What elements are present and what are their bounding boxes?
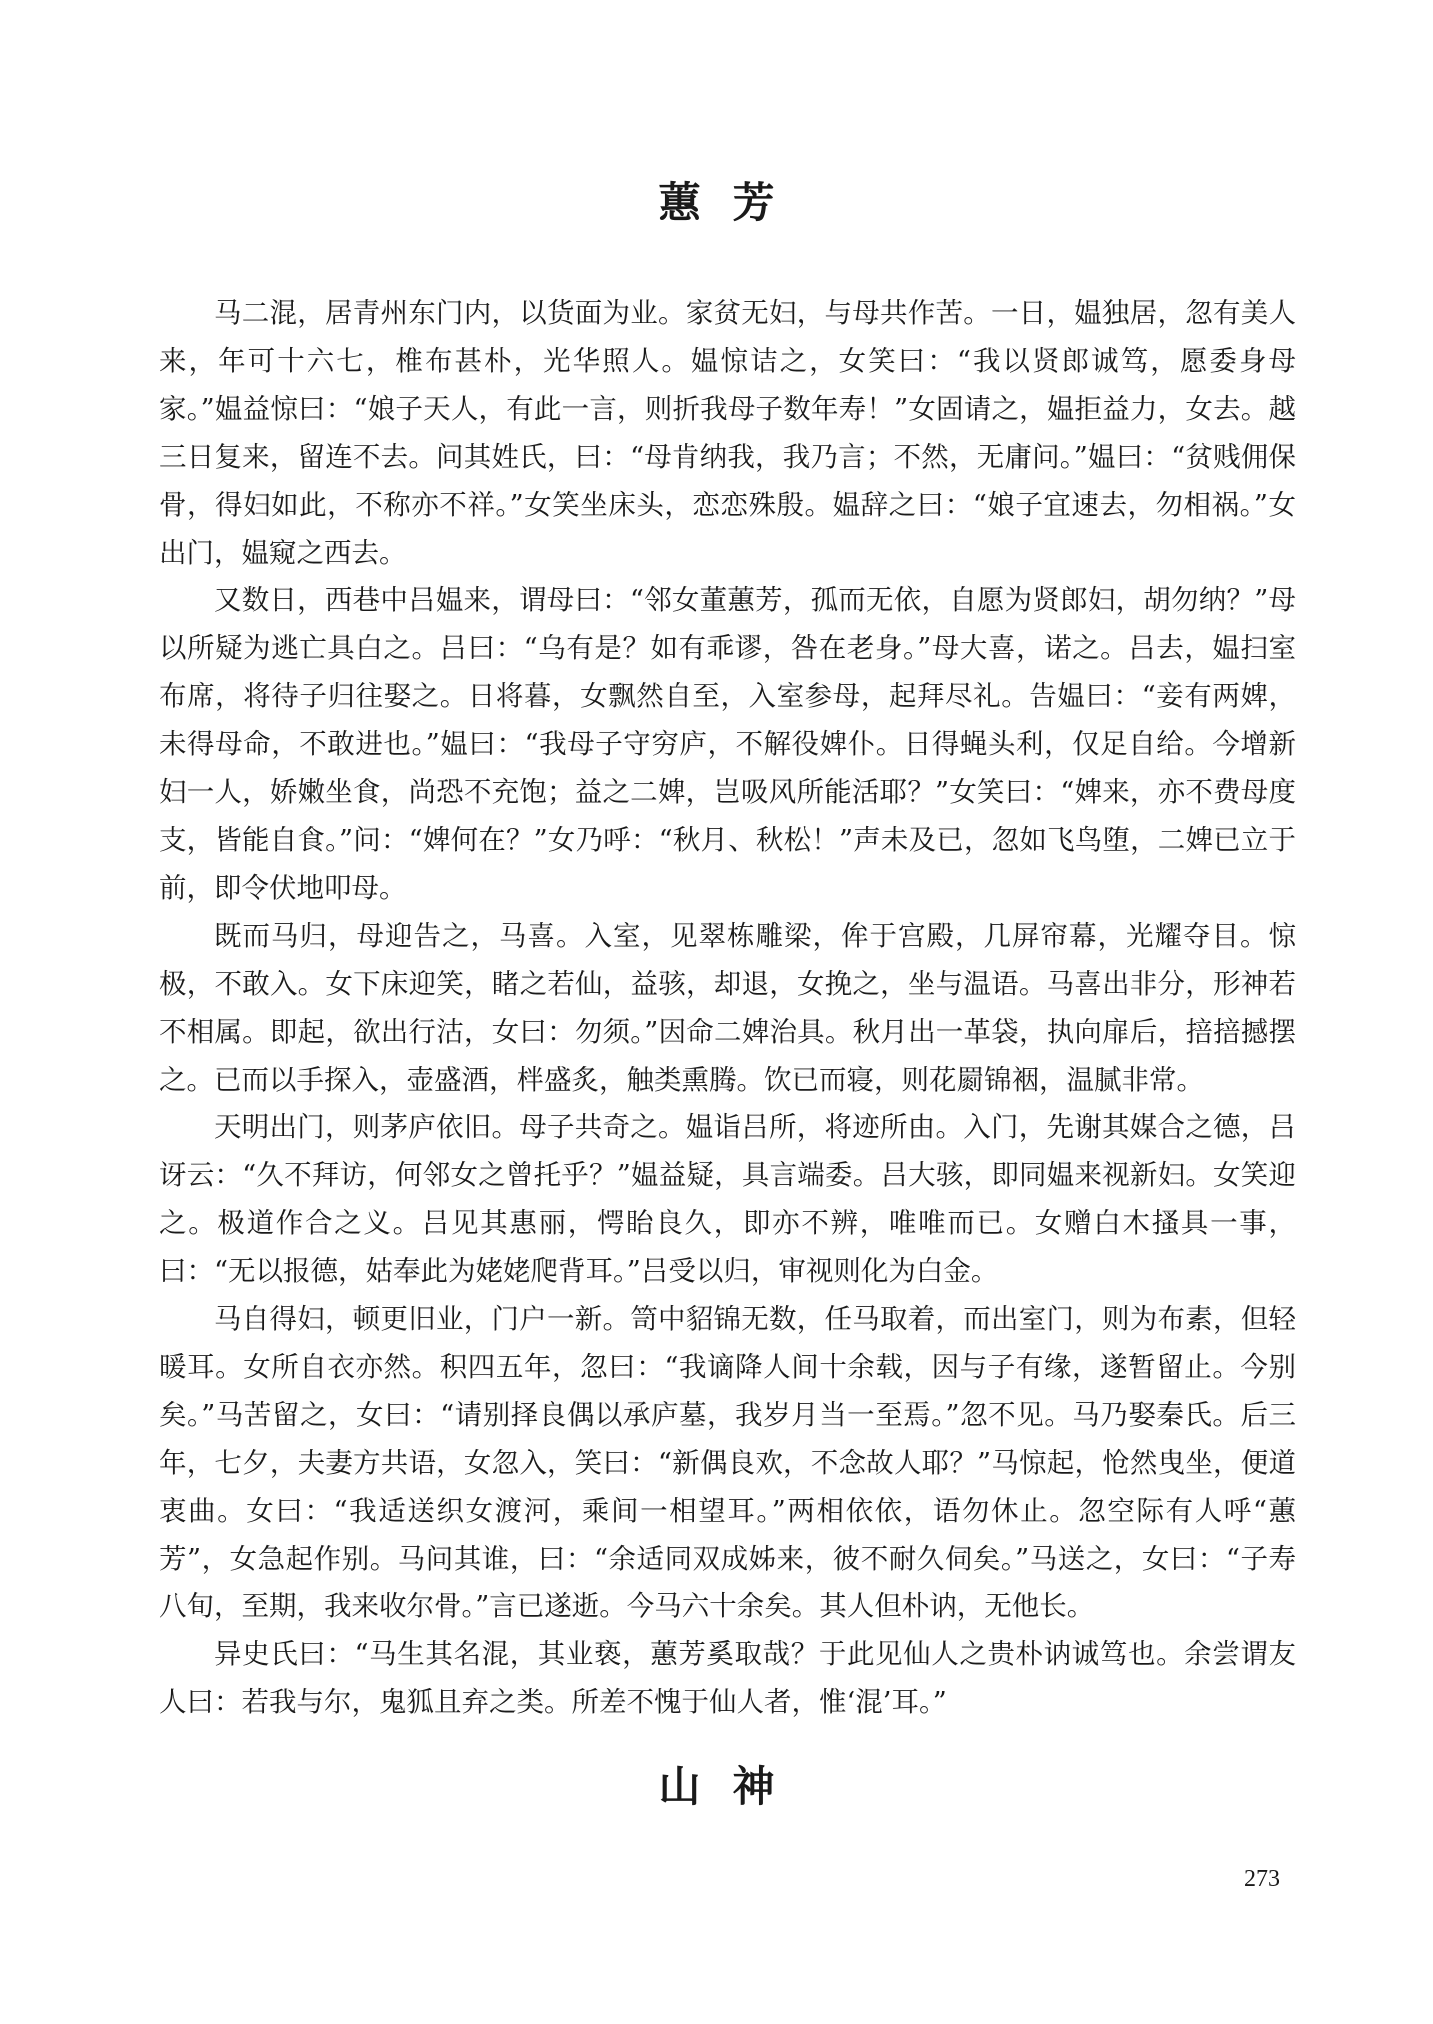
paragraph: 天明出门，则茅庐依旧。母子共奇之。媪诣吕所，将迹所由。入门，先谢其媒合之德，吕讶云：“久不拜访，何邻女之曾托乎？”媪益疑，具言端委。吕大骇，即同媪来视新妇。女笑迎之。极道作合之义。吕见其惠丽，愕眙良久，即亦不辨，唯唯而已。女赠白木搔具一事，曰：“无以报德，姑奉此为姥姥爬背耳。”吕受以归，审视则化为白金。 [159,1111,1296,1288]
chapter-title: 蕙芳 [658,178,807,227]
paragraph: 又数日，西巷中吕媪来，谓母曰：“邻女董蕙芳，孤而无依，自愿为贤郎妇，胡勿纳？”母以所疑为逃亡具白之。吕曰：“乌有是？如有乖谬，咎在老身。”母大喜，诺之。吕去，媪扫室布席，将待子归往娶之。日将暮，女飘然自至，入室参母，起拜尽礼。告媪曰：“妾有两婢，未得母命，不敢进也。”媪曰：“我母子守穷庐，不解役婢仆。日得蝇头利，仅足自给。今增新妇一人，娇嫩坐食，尚恐不充饱；益之二婢，岂吸风所能活耶？”女笑曰：“婢来，亦不费母度支，皆能自食。”问：“婢何在？”女乃呼：“秋月、秋松！”声未及已，忽如飞鸟堕，二婢已立于前，即令伏地叩母。 [159,584,1296,904]
next-chapter-title: 山神 [658,1762,807,1811]
chapter-body [159,290,1296,1727]
page-number: 273 [1244,1866,1280,1892]
paragraph: 异史氏曰：“马生其名混，其业亵，蕙芳奚取哉？于此见仙人之贵朴讷诚笃也。余尝谓友人曰：若我与尔，鬼狐且弃之类。所差不愧于仙人者，惟‘混’耳。” [159,1638,1296,1719]
paragraph: 马自得妇，顿更旧业，门户一新。笥中貂锦无数，任马取着，而出室门，则为布素，但轻暖耳。女所自衣亦然。积四五年，忽曰：“我谪降人间十余载，因与子有缘，遂暂留止。今别矣。”马苦留之，女曰：“请别择良偶以承庐墓，我岁月当一至焉。”忽不见。马乃娶秦氏。后三年，七夕，夫妻方共语，女忽入，笑曰：“新偶良欢，不念故人耶？”马惊起，怆然曳坐，便道衷曲。女曰：“我适送织女渡河，乘间一相望耳。”两相依依，语勿休止。忽空际有人呼“蕙芳”，女急起作别。马问其谁，曰：“余适同双成姊来，彼不耐久伺矣。”马送之，女曰：“子寿八旬，至期，我来收尔骨。”言已遂逝。今马六十余矣。其人但朴讷，无他长。 [159,1303,1296,1623]
paragraph: 马二混，居青州东门内，以货面为业。家贫无妇，与母共作苦。一日，媪独居，忽有美人来，年可十六七，椎布甚朴，光华照人。媪惊诘之，女笑曰：“我以贤郎诚笃，愿委身母家。”媪益惊曰：“娘子天人，有此一言，则折我母子数年寿！”女固请之，媪拒益力，女去。越三日复来，留连不去。问其姓氏，曰：“母肯纳我，我乃言；不然，无庸问。”媪曰：“贫贱佣保骨，得妇如此，不称亦不祥。”女笑坐床头，恋恋殊殷。媪辞之曰：“娘子宜速去，勿相祸。”女出门，媪窥之西去。 [159,297,1296,569]
paragraph: 既而马归，母迎告之，马喜。入室，见翠栋雕梁，侔于宫殿，几屏帘幕，光耀夺目。惊极，不敢入。女下床迎笑，睹之若仙，益骇，却退，女挽之，坐与温语。马喜出非分，形神若不相属。即起，欲出行沽，女曰：勿须。”因命二婢治具。秋月出一革袋，执向扉后，掊掊撼摆之。已而以手探入，壶盛酒，柈盛炙，触类熏腾。饮已而寝，则花罽锦裀，温腻非常。 [159,919,1296,1096]
